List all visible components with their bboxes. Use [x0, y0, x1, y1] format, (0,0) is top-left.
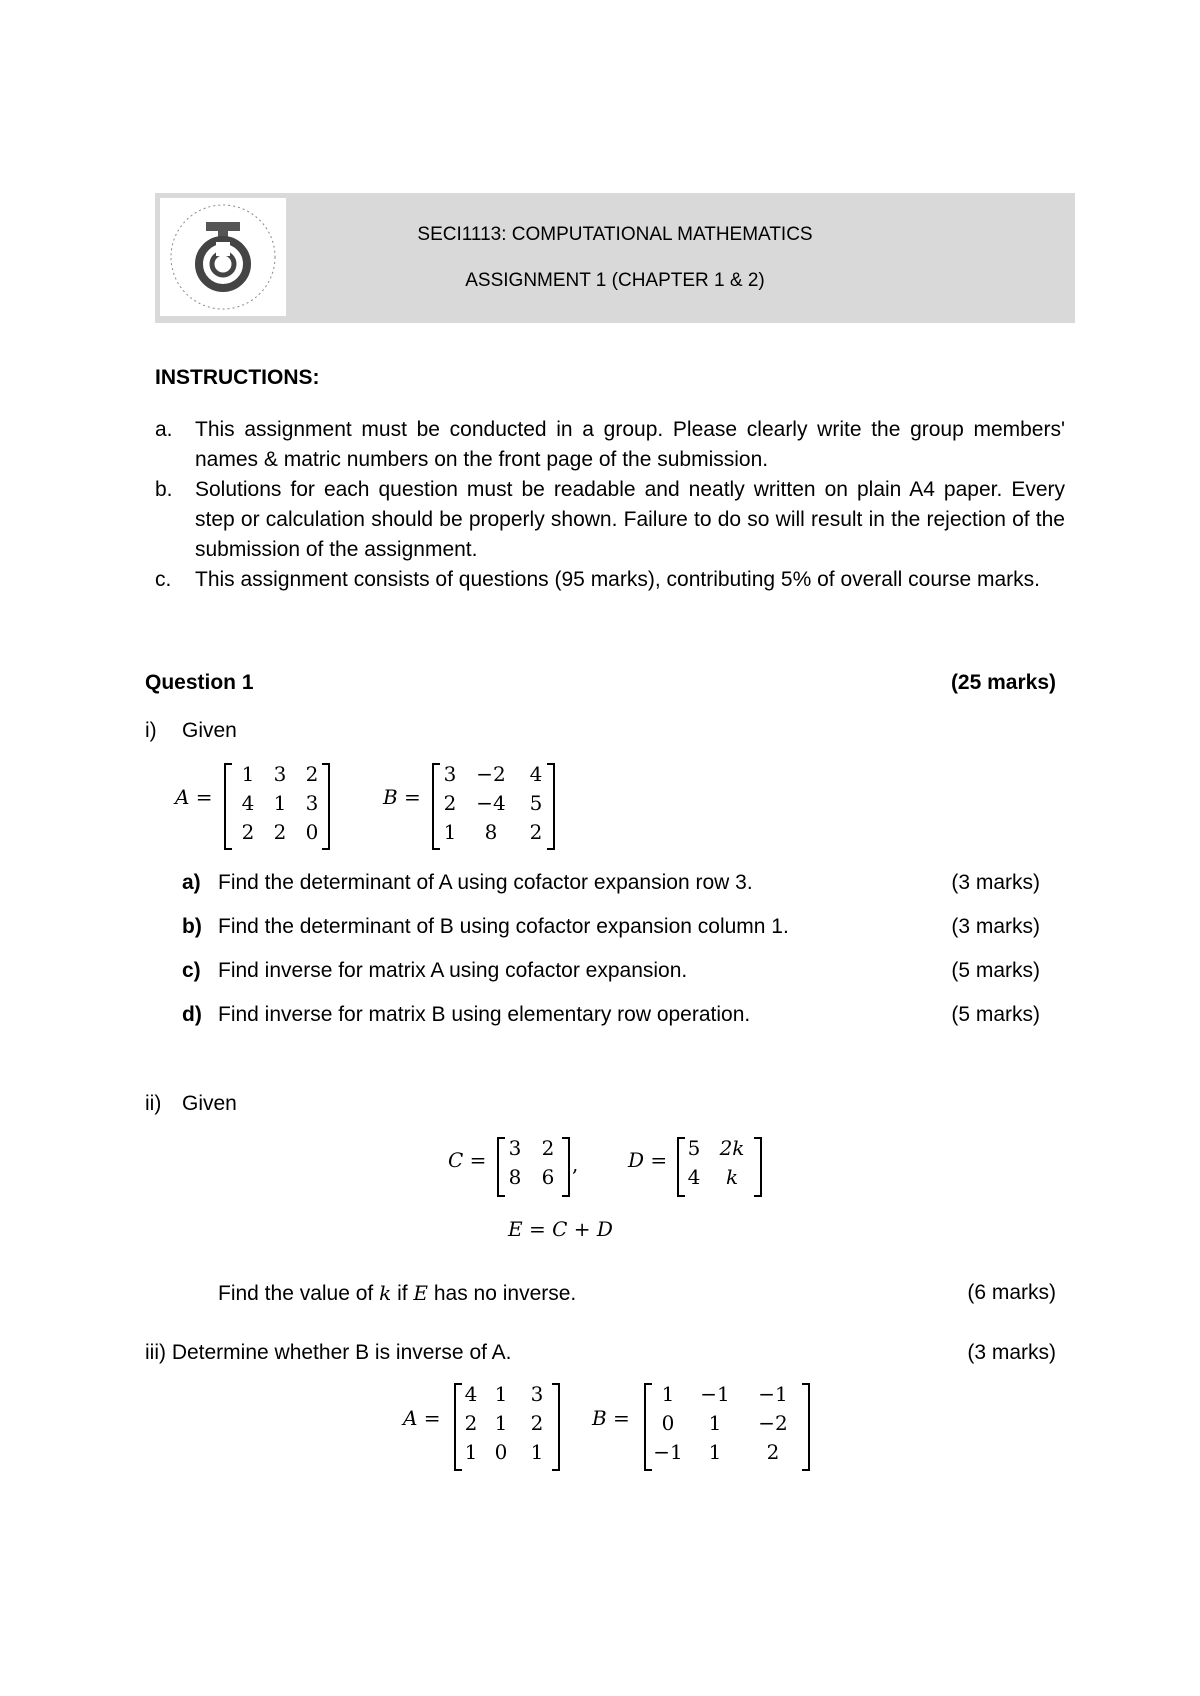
sub-d-text: Find inverse for matrix B using elementary row operation.: [218, 1003, 751, 1026]
matrix-cell: 2k: [719, 1136, 745, 1160]
instruction-item: [155, 415, 1065, 475]
matrix-a-symbol: A: [175, 785, 190, 809]
matrix-cell: 3: [508, 1136, 522, 1160]
bracket-right: [552, 1383, 560, 1471]
matrix-b-symbol: B: [383, 785, 398, 809]
matrix-cell: 2: [530, 1411, 544, 1435]
matrix-cell: 1: [708, 1411, 722, 1435]
matrix-a-part-i: [232, 760, 328, 847]
matrix-cell: 5: [529, 791, 543, 815]
matrix-a-name: A =: [403, 1406, 441, 1430]
matrix-cell: 6: [541, 1165, 555, 1189]
sub-b-text: Find the determinant of B using cofactor expansion column 1.: [218, 915, 789, 938]
matrix-b-name: B =: [383, 785, 421, 809]
matrix-cell: 8: [508, 1165, 522, 1189]
part-iii-marks: (3 marks): [967, 1341, 1056, 1364]
matrix-cell: 0: [661, 1411, 675, 1435]
matrix-cell: 1: [708, 1440, 722, 1464]
matrix-cell: 2: [273, 820, 287, 844]
instruction-text: This assignment consists of questions (95 marks), contributing 5% of overall course marks.: [195, 568, 1041, 591]
instruction-letter: b.: [155, 478, 173, 501]
matrix-cell: 4: [529, 762, 543, 786]
sub-a-text: Find the determinant of A using cofactor expansion row 3.: [218, 871, 753, 894]
equation-e: E = C + D: [508, 1217, 613, 1241]
matrix-cell: 3: [305, 791, 319, 815]
instruction-text: Solutions for each question must be readable and neatly written on plain A4 paper. Every step or calculation should be properly shown. Failure to do so will result in the rejection of the submission of the assignment.: [195, 478, 1065, 561]
matrix-cell: −1: [653, 1440, 683, 1464]
matrix-cell: 1: [494, 1411, 508, 1435]
matrix-cell: 5: [687, 1136, 701, 1160]
part-ii-task: [218, 1278, 576, 1309]
part-iii-text: iii) Determine whether B is inverse of A.: [145, 1341, 512, 1364]
matrix-b-part-i: [438, 760, 552, 847]
matrix-cell: −4: [476, 791, 506, 815]
matrix-cell: 0: [305, 820, 319, 844]
matrix-cell: 4: [241, 791, 255, 815]
sub-c-text: Find inverse for matrix A using cofactor expansion.: [218, 959, 688, 982]
matrix-a-symbol: A: [403, 1406, 418, 1430]
matrix-cell: 4: [464, 1382, 478, 1406]
matrix-cell: 1: [494, 1382, 508, 1406]
bracket-right: [754, 1137, 762, 1197]
matrix-cell: 2: [464, 1411, 478, 1435]
matrix-b-symbol: B: [592, 1406, 607, 1430]
matrix-cell: 3: [443, 762, 457, 786]
instructions-title: INSTRUCTIONS:: [155, 366, 320, 389]
matrix-b-part-iii: [650, 1380, 802, 1467]
instruction-item: [155, 475, 1065, 565]
part-ii-given: Given: [182, 1092, 237, 1115]
matrix-cell: 8: [484, 820, 498, 844]
assignment-title: ASSIGNMENT 1 (CHAPTER 1 & 2): [465, 270, 765, 291]
matrix-a-name: A =: [175, 785, 213, 809]
matrix-cell: 2: [305, 762, 319, 786]
part-i-given: Given: [182, 719, 237, 742]
university-seal-icon: [160, 198, 286, 316]
bracket-left: [224, 763, 232, 850]
instruction-letter: c.: [155, 568, 172, 591]
sub-b-marks: (3 marks): [951, 915, 1040, 938]
matrix-cell: 2: [241, 820, 255, 844]
bracket-right: [547, 763, 555, 850]
matrix-cell: 2: [766, 1440, 780, 1464]
matrix-cell: 1: [530, 1440, 544, 1464]
question-1-marks: (25 marks): [950, 671, 1056, 694]
sub-a-label: a): [182, 871, 201, 894]
matrix-cell: 1: [443, 820, 457, 844]
matrix-cell: 1: [273, 791, 287, 815]
matrix-c: [503, 1134, 569, 1192]
matrix-cell: 1: [464, 1440, 478, 1464]
matrix-cell: 2: [443, 791, 457, 815]
matrix-cell: −2: [476, 762, 506, 786]
matrix-c-name: C =: [448, 1148, 487, 1172]
matrix-cell: 4: [687, 1165, 701, 1189]
matrix-a-part-iii: [459, 1380, 555, 1467]
matrix-cell: k: [725, 1165, 739, 1189]
comma: ,: [572, 1152, 579, 1176]
course-title: SECI1113: COMPUTATIONAL MATHEMATICS: [417, 224, 813, 245]
sub-c-marks: (5 marks): [951, 959, 1040, 982]
university-logo: [160, 198, 286, 316]
matrix-cell: 2: [529, 820, 543, 844]
task-k-symbol: k: [379, 1281, 392, 1305]
sub-d-marks: (5 marks): [951, 1003, 1040, 1026]
matrix-cell: −2: [758, 1411, 788, 1435]
matrix-cell: 1: [661, 1382, 675, 1406]
matrix-d-name: D =: [628, 1148, 668, 1172]
instruction-item: [155, 565, 1065, 595]
matrix-d-symbol: D: [628, 1148, 645, 1172]
bracket-right: [802, 1383, 810, 1471]
part-ii-marks: (6 marks): [967, 1281, 1056, 1304]
instruction-letter: a.: [155, 418, 173, 441]
task-e-symbol: E: [413, 1281, 429, 1305]
matrix-cell: 3: [530, 1382, 544, 1406]
bracket-right: [322, 763, 330, 850]
matrix-c-symbol: C: [448, 1148, 464, 1172]
sub-a-marks: (3 marks): [951, 871, 1040, 894]
part-i-label: i): [145, 719, 157, 742]
task-text: has no inverse.: [428, 1282, 577, 1305]
bracket-right: [562, 1137, 570, 1197]
matrix-cell: −1: [758, 1382, 788, 1406]
instruction-text: This assignment must be conducted in a group. Please clearly write the group members' names & matric numbers on the front page of the submission.: [195, 418, 1065, 471]
matrix-cell: 3: [273, 762, 287, 786]
sub-d-label: d): [182, 1003, 202, 1026]
matrix-cell: 0: [494, 1440, 508, 1464]
task-text: Find the value of: [218, 1282, 380, 1305]
part-ii-label: ii): [145, 1092, 162, 1115]
matrix-b-name: B =: [592, 1406, 630, 1430]
instructions-list: [155, 415, 1065, 595]
sub-c-label: c): [182, 959, 201, 982]
sub-b-label: b): [182, 915, 202, 938]
header-banner: [155, 193, 1075, 323]
task-text: if: [391, 1282, 414, 1305]
matrix-cell: −1: [700, 1382, 730, 1406]
matrix-cell: 2: [541, 1136, 555, 1160]
matrix-cell: 1: [241, 762, 255, 786]
matrix-d: [683, 1134, 759, 1192]
question-1-title: Question 1: [145, 671, 254, 694]
